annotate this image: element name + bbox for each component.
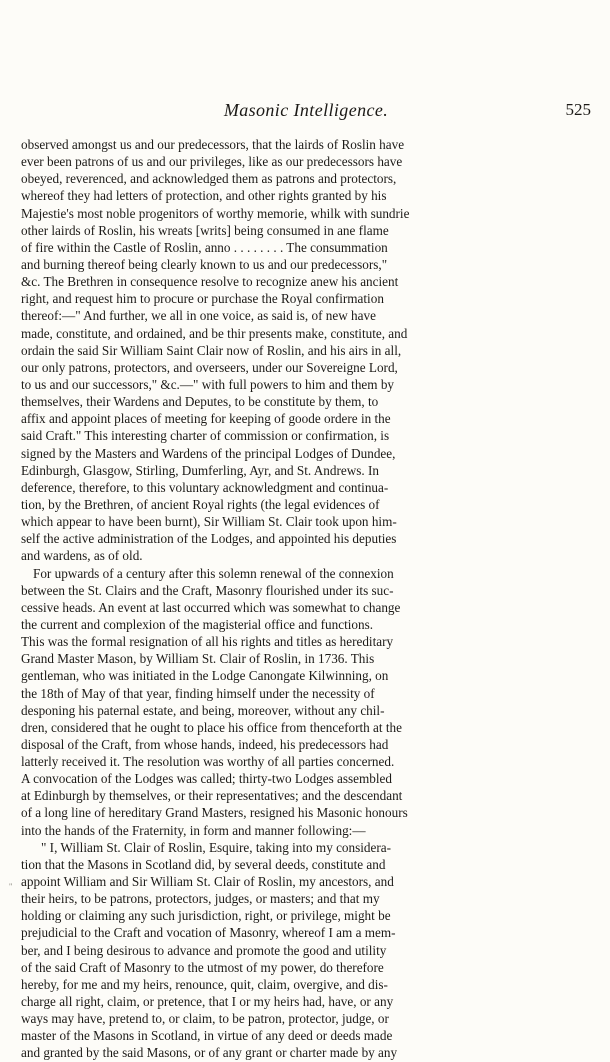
text-line: of fire within the Castle of Roslin, anno . . . . . . . . The consummation xyxy=(21,239,388,255)
book-page xyxy=(9,0,591,1061)
text-line: disposal of the Craft, from whose hands, indeed, his predecessors had xyxy=(21,736,389,752)
text-line: self the active administration of the Lodges, and appointed his deputies xyxy=(21,531,397,547)
text-line: which appear to have been burnt), Sir William St. Clair took upon him- xyxy=(21,514,397,530)
text-line: A convocation of the Lodges was called; thirty-two Lodges assembled xyxy=(21,771,392,787)
text-line: and burning thereof being clearly known to us and our predecessors," xyxy=(21,256,388,272)
text-line: to us and our successors," &c.—" with full powers to him and them by xyxy=(21,376,395,392)
marginal-mark: " xyxy=(9,882,13,891)
text-line: prejudicial to the Craft and vocation of Masonry, whereof I am a mem- xyxy=(21,925,396,941)
text-line: desponing his paternal estate, and being, moreover, without any chil- xyxy=(21,702,385,718)
text-line: their heirs, to be patrons, protectors, judges, or masters; and that my xyxy=(21,891,380,907)
text-line: right, and request him to procure or purchase the Royal confirmation xyxy=(21,291,384,307)
text-line: of the said Craft of Masonry to the utmost of my power, do therefore xyxy=(21,959,384,975)
text-line: signed by the Masters and Wardens of the principal Lodges of Dundee, xyxy=(21,445,396,461)
text-line: said Craft." This interesting charter of commission or confirmation, is xyxy=(21,428,390,444)
text-line: at Edinburgh by themselves, or their representatives; and the descendant xyxy=(21,788,403,804)
page-header xyxy=(21,100,591,124)
text-line: tion, by the Brethren, of ancient Royal rights (the legal evidences of xyxy=(21,496,380,512)
text-line: the 18th of May of that year, finding himself under the necessity of xyxy=(21,685,375,701)
text-line: other lairds of Roslin, his wreats [writs] being consumed in ane flame xyxy=(21,222,389,238)
text-line: master of the Masons in Scotland, in virtue of any deed or deeds made xyxy=(21,1028,393,1044)
text-line: latterly received it. The resolution was worthy of all parties concerned. xyxy=(21,754,395,770)
body-text xyxy=(21,136,591,1062)
text-line: affix and appoint places of meeting for keeping of goode ordere in the xyxy=(21,411,391,427)
text-line: dren, considered that he ought to place his office from thenceforth at the xyxy=(21,719,402,735)
text-line: themselves, their Wardens and Deputes, to be constitute by them, to xyxy=(21,394,379,410)
running-title: Masonic Intelligence. xyxy=(223,100,389,120)
paragraph-start-line: For upwards of a century after this solemn renewal of the connexion xyxy=(33,565,394,581)
text-line: Grand Master Mason, by William St. Clair of Roslin, in 1736. This xyxy=(21,651,375,667)
text-line: of a long line of hereditary Grand Masters, resigned his Masonic honours xyxy=(21,805,408,821)
text-line: and granted by the said Masons, or of any grant or charter made by any xyxy=(21,1045,398,1061)
text-line: Edinburgh, Glasgow, Stirling, Dumferling, Ayr, and St. Andrews. In xyxy=(21,462,379,478)
text-line: between the St. Clairs and the Craft, Masonry flourished under its suc- xyxy=(21,582,394,598)
text-line: whereof they had letters of protection, and other rights granted by his xyxy=(21,188,387,204)
text-line: our only patrons, protectors, and overseers, under our Sovereigne Lord, xyxy=(21,359,398,375)
text-line: ber, and I being desirous to advance and promote the good and utility xyxy=(21,942,387,958)
text-line: tion that the Masons in Scotland did, by several deeds, constitute and xyxy=(21,856,386,872)
text-line: observed amongst us and our predecessors, that the lairds of Roslin have xyxy=(21,137,405,152)
text-line: gentleman, who was initiated in the Lodge Canongate Kilwinning, on xyxy=(21,668,389,684)
text-line: the current and complexion of the magisterial office and functions. xyxy=(21,616,374,632)
text-line: cessive heads. An event at last occurred which was somewhat to change xyxy=(21,599,401,615)
page-number: 525 xyxy=(565,100,591,119)
text-line: charge all right, claim, or pretence, that I or my heirs had, have, or any xyxy=(21,994,394,1010)
text-line: made, constitute, and ordained, and be thir presents make, constitute, and xyxy=(21,325,408,341)
text-line: into the hands of the Fraternity, in form and manner following:— xyxy=(21,822,366,838)
text-line: ever been patrons of us and our privileges, like as our predecessors have xyxy=(21,154,403,170)
text-line: This was the formal resignation of all his rights and titles as hereditary xyxy=(21,634,394,650)
text-line: Majestie's most noble progenitors of worthy memorie, whilk with sundrie xyxy=(21,205,410,221)
text-line: thereof:—" And further, we all in one voice, as said is, of new have xyxy=(21,308,376,324)
text-line: deference, therefore, to this voluntary acknowledgment and continua- xyxy=(21,479,389,495)
text-line: appoint William and Sir William St. Clair of Roslin, my ancestors, and xyxy=(21,874,394,890)
text-line: obeyed, reverenced, and acknowledged them as patrons and protectors, xyxy=(21,171,397,187)
text-line: hereby, for me and my heirs, renounce, quit, claim, overgive, and dis- xyxy=(21,976,388,992)
text-line: and wardens, as of old. xyxy=(21,548,143,564)
text-line: &c. The Brethren in consequence resolve to recognize anew his ancient xyxy=(21,274,399,290)
text-line: ways may have, pretend to, or claim, to be patron, protector, judge, or xyxy=(21,1011,389,1027)
text-line: holding or claiming any such jurisdiction, right, or privilege, might be xyxy=(21,908,391,924)
text-line: ordain the said Sir William Saint Clair now of Roslin, and his airs in all, xyxy=(21,342,402,358)
quotation-start-line: " I, William St. Clair of Roslin, Esquire, taking into my considera- xyxy=(41,839,392,855)
